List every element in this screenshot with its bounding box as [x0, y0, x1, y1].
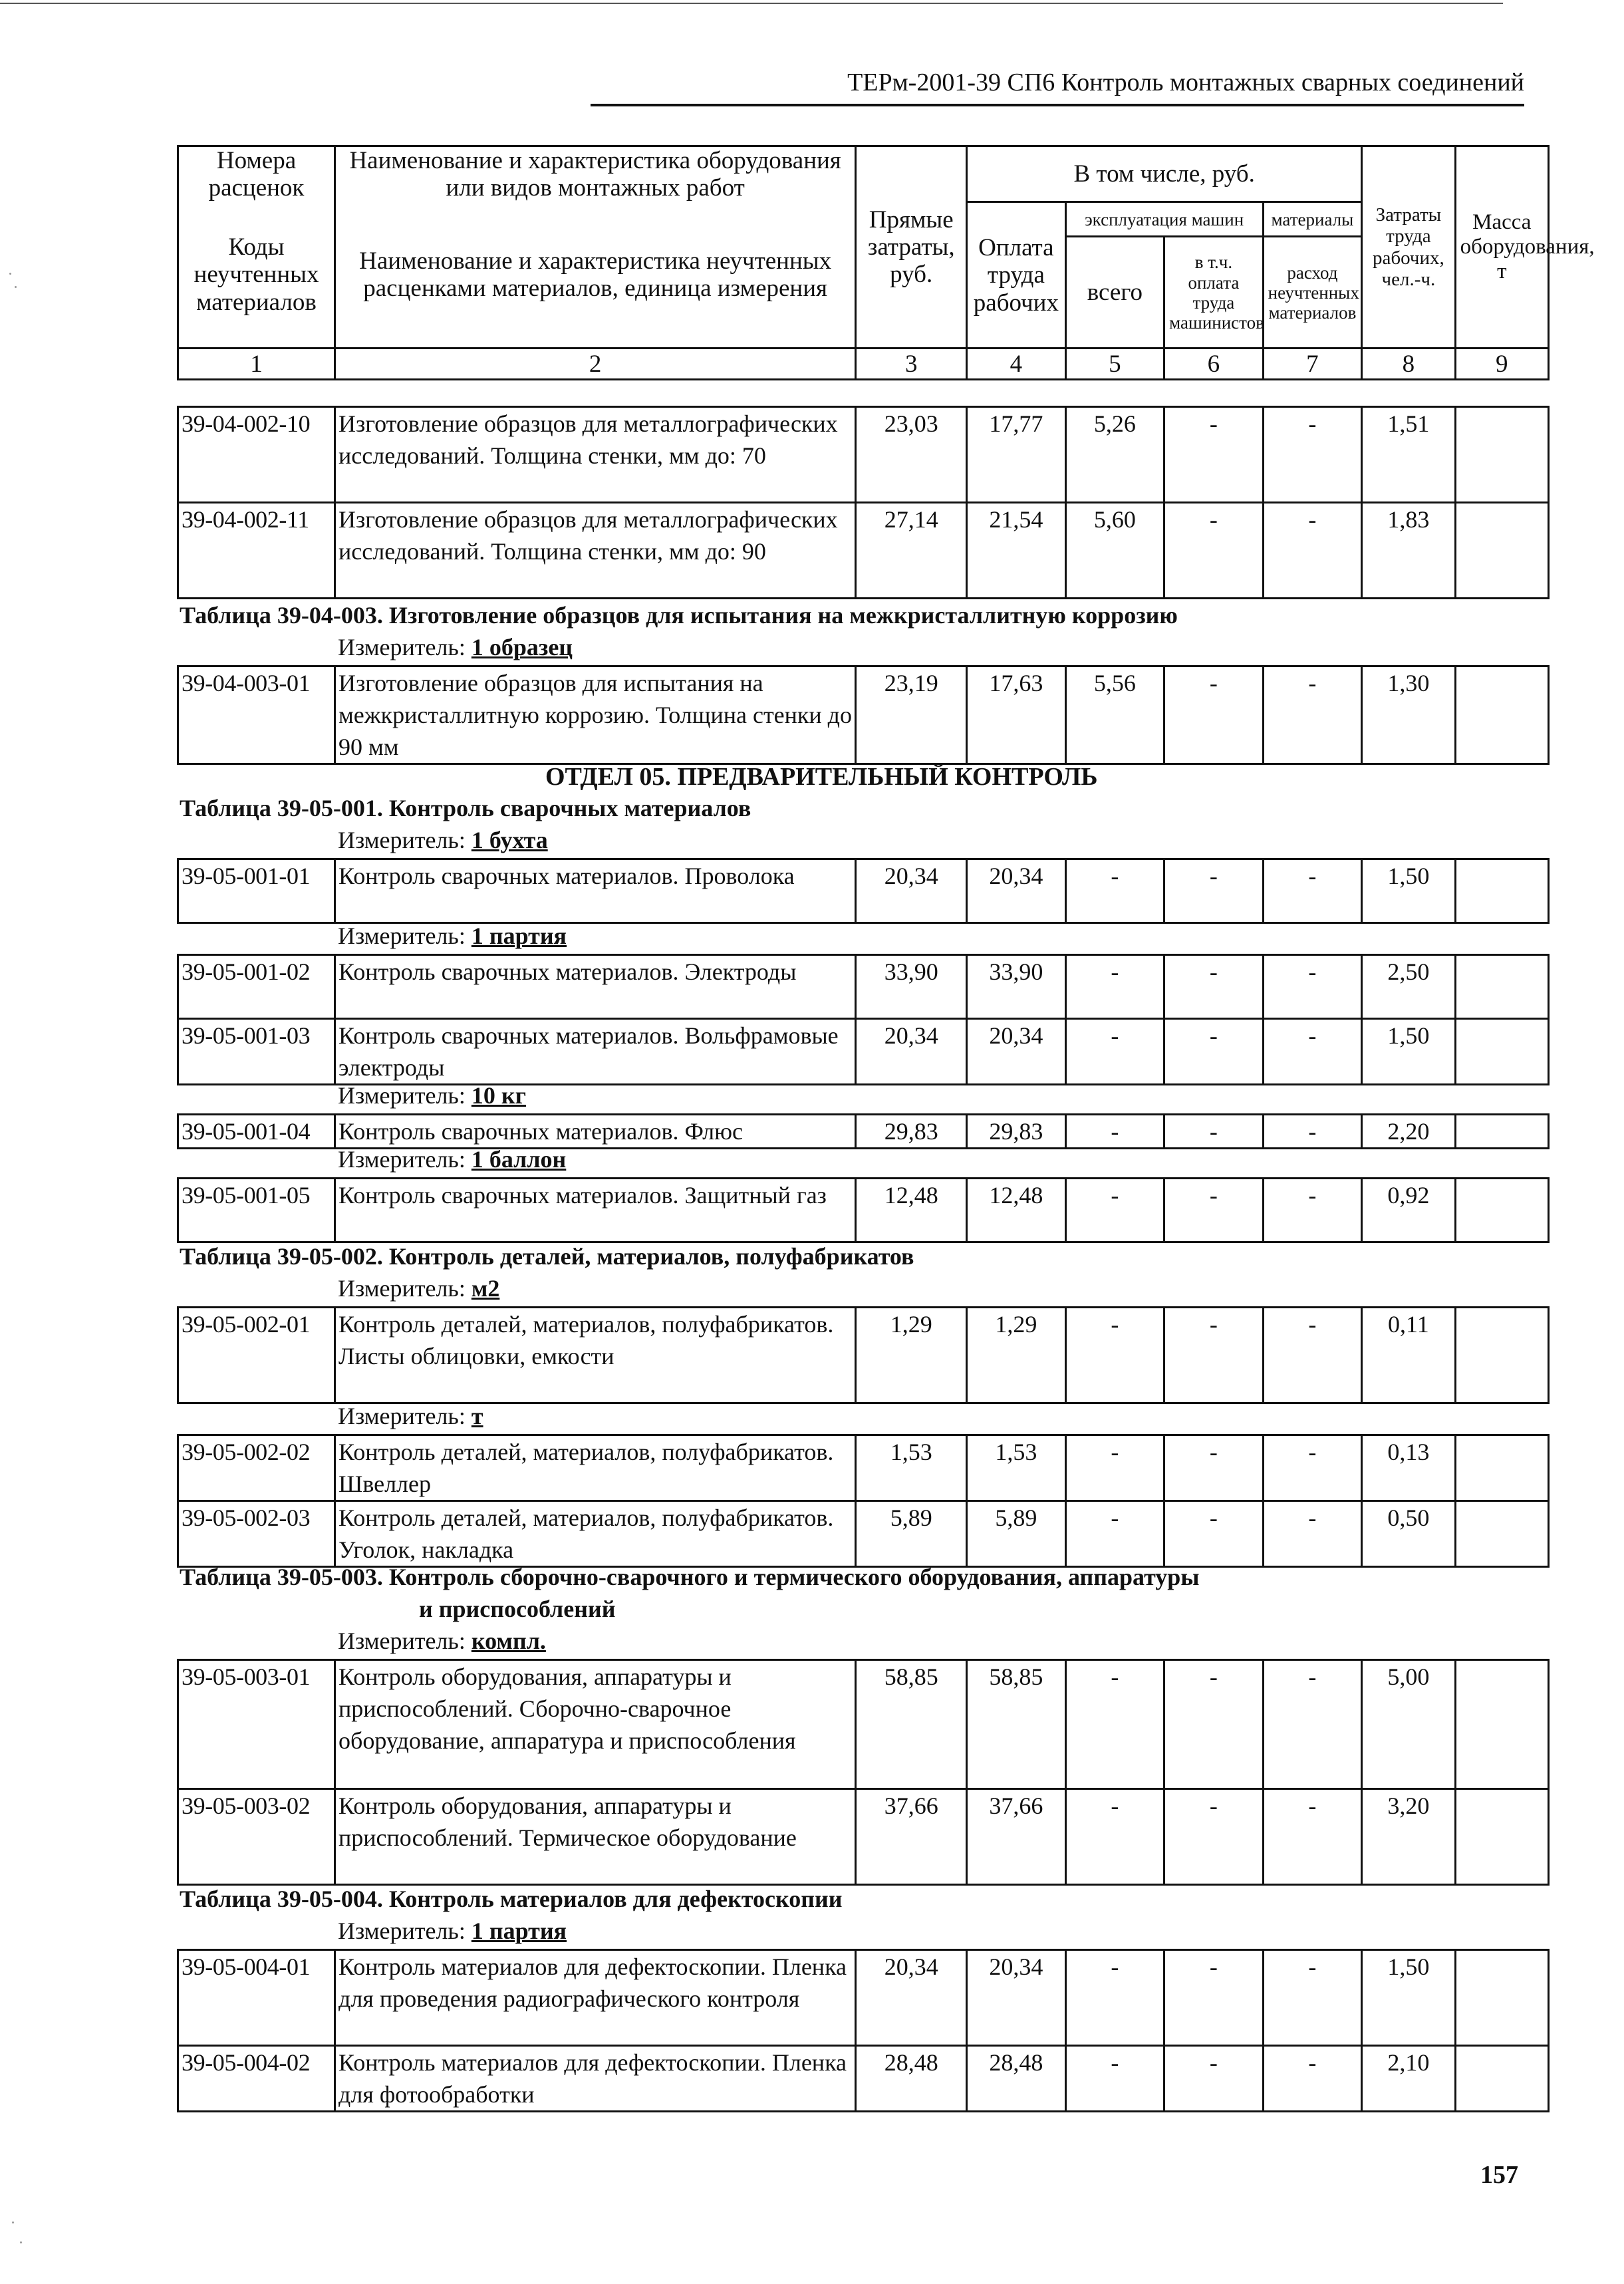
machinist-pay: - [1164, 2046, 1264, 2112]
rates-table-39-05-001-01 [177, 858, 1550, 924]
equipment-mass [1455, 407, 1548, 503]
direct-costs: 1,29 [856, 1308, 967, 1403]
meter-value: 10 кг [471, 1082, 526, 1109]
worker-pay: 20,34 [967, 859, 1066, 923]
worker-pay: 12,48 [967, 1179, 1066, 1242]
column-number: 9 [1455, 349, 1548, 380]
rate-name: Контроль материалов для дефектоскопии. Пленка для фотообработки [335, 2046, 856, 2112]
machinist-pay: - [1164, 1789, 1264, 1885]
meter-value: 1 баллон [471, 1146, 567, 1173]
equipment-mass [1455, 1308, 1548, 1403]
direct-costs: 27,14 [856, 503, 967, 599]
direct-costs: 20,34 [856, 1950, 967, 2046]
rate-name: Контроль оборудования, аппаратуры и приспособлений. Термическое оборудование [335, 1789, 856, 1885]
labor-hours: 5,00 [1362, 1660, 1455, 1789]
table-caption: Таблица 39-05-003. Контроль сборочно-сварочного и термического оборудования, аппаратуры [180, 1564, 1200, 1590]
machinist-pay: - [1164, 666, 1264, 764]
materials: - [1263, 1115, 1362, 1149]
rate-code: 39-05-001-02 [178, 955, 335, 1019]
machines-total: - [1065, 1660, 1164, 1789]
header-labor: Затраты труда рабочих, чел.-ч. [1362, 146, 1455, 349]
rate-name: Контроль сварочных материалов. Проволока [335, 859, 856, 923]
labor-hours: 3,20 [1362, 1789, 1455, 1885]
machines-total: - [1065, 2046, 1164, 2112]
machines-total: 5,26 [1065, 407, 1164, 503]
machinist-pay: - [1164, 407, 1264, 503]
machines-total: 5,60 [1065, 503, 1164, 599]
machinist-pay: - [1164, 859, 1264, 923]
rate-name: Контроль сварочных материалов. Флюс [335, 1115, 856, 1149]
meter-line: Измеритель: 1 баллон [338, 1146, 567, 1173]
materials: - [1263, 407, 1362, 503]
table-row [178, 1179, 1549, 1242]
rates-table-39-05-001-02 [177, 954, 1550, 1085]
table-row [178, 1019, 1549, 1085]
direct-costs: 12,48 [856, 1179, 967, 1242]
direct-costs: 58,85 [856, 1660, 967, 1789]
meter-line: Измеритель: 10 кг [338, 1082, 526, 1109]
table-row [178, 1950, 1549, 2046]
meter-line: Измеритель: 1 бухта [338, 827, 548, 853]
machines-total: 5,56 [1065, 666, 1164, 764]
equipment-mass [1455, 1435, 1548, 1501]
rate-code: 39-05-002-03 [178, 1501, 335, 1567]
materials: - [1263, 1950, 1362, 2046]
machinist-pay: - [1164, 1950, 1264, 2046]
rate-name: Контроль сварочных материалов. Вольфрамовые электроды [335, 1019, 856, 1085]
rate-name: Контроль оборудования, аппаратуры и приспособлений. Сборочно-сварочное оборудование, аппаратура и приспособления [335, 1660, 856, 1789]
rates-table-39-05-001-05 [177, 1177, 1550, 1243]
worker-pay: 5,89 [967, 1501, 1066, 1567]
direct-costs: 29,83 [856, 1115, 967, 1149]
materials: - [1263, 1179, 1362, 1242]
labor-hours: 1,50 [1362, 1019, 1455, 1085]
labor-hours: 2,50 [1362, 955, 1455, 1019]
rate-code: 39-04-002-10 [178, 407, 335, 503]
rate-code: 39-04-002-11 [178, 503, 335, 599]
header-direct-costs: Прямые затраты, руб. [856, 146, 967, 349]
machines-total: - [1065, 1501, 1164, 1567]
machinist-pay: - [1164, 1308, 1264, 1403]
rates-table-39-05-002-02 [177, 1434, 1550, 1568]
direct-costs: 20,34 [856, 859, 967, 923]
rates-table-39-05-003 [177, 1659, 1550, 1886]
column-header-table [177, 145, 1595, 380]
machines-total: - [1065, 955, 1164, 1019]
page-number: 157 [1480, 2161, 1518, 2189]
scan-speck [12, 2221, 14, 2223]
materials: - [1263, 666, 1362, 764]
column-number: 3 [856, 349, 967, 380]
table-row [178, 2046, 1549, 2112]
rate-code: 39-05-002-01 [178, 1308, 335, 1403]
equipment-mass [1455, 2046, 1548, 2112]
header-mass: Масса оборудования, т [1455, 146, 1548, 349]
rate-name: Изготовление образцов для металлографических исследований. Толщина стенки, мм до: 70 [335, 407, 856, 503]
worker-pay: 17,77 [967, 407, 1066, 503]
rate-code: 39-05-001-04 [178, 1115, 335, 1149]
direct-costs: 28,48 [856, 2046, 967, 2112]
scan-speck [15, 286, 17, 288]
rate-code: 39-05-003-01 [178, 1660, 335, 1789]
scan-speck [20, 2241, 22, 2243]
worker-pay: 37,66 [967, 1789, 1066, 1885]
labor-hours: 2,10 [1362, 2046, 1455, 2112]
rates-table-39-05-002-01 [177, 1306, 1550, 1404]
header-name-bottom: Наименование и характеристика неучтенных расценками материалов, единица измерения [335, 202, 856, 349]
labor-hours: 0,92 [1362, 1179, 1455, 1242]
direct-costs: 23,19 [856, 666, 967, 764]
materials: - [1263, 1308, 1362, 1403]
rate-name: Контроль деталей, материалов, полуфабрикатов. Швеллер [335, 1435, 856, 1501]
labor-hours: 1,30 [1362, 666, 1455, 764]
machinist-pay: - [1164, 1115, 1264, 1149]
header-name-top: Наименование и характеристика оборудования или видов монтажных работ [335, 146, 856, 202]
header-code-top: Номера расценок [178, 146, 335, 202]
labor-hours: 1,83 [1362, 503, 1455, 599]
materials: - [1263, 859, 1362, 923]
rate-name: Контроль деталей, материалов, полуфабрикатов. Листы облицовки, емкости [335, 1308, 856, 1403]
rate-code: 39-05-002-02 [178, 1435, 335, 1501]
table-row [178, 1660, 1549, 1789]
equipment-mass [1455, 1660, 1548, 1789]
table-caption: Таблица 39-04-003. Изготовление образцов для испытания на межкристаллитную коррозию [180, 602, 1178, 629]
labor-hours: 0,50 [1362, 1501, 1455, 1567]
labor-hours: 1,50 [1362, 859, 1455, 923]
materials: - [1263, 1660, 1362, 1789]
meter-value: м2 [471, 1275, 500, 1302]
worker-pay: 1,53 [967, 1435, 1066, 1501]
rates-table-39-05-001-04 [177, 1113, 1550, 1149]
table-row [178, 407, 1549, 503]
labor-hours: 0,13 [1362, 1435, 1455, 1501]
direct-costs: 37,66 [856, 1789, 967, 1885]
equipment-mass [1455, 1950, 1548, 2046]
running-header: ТЕРм-2001-39 СП6 Контроль монтажных сварных соединений [847, 69, 1524, 96]
materials: - [1263, 1789, 1362, 1885]
header-including: В том числе, руб. [967, 146, 1362, 202]
rates-table-39-04-002 [177, 406, 1550, 599]
rate-code: 39-05-001-05 [178, 1179, 335, 1242]
meter-line: Измеритель: 1 образец [338, 634, 573, 660]
meter-value: 1 бухта [471, 827, 548, 853]
machines-total: - [1065, 1950, 1164, 2046]
machinist-pay: - [1164, 1435, 1264, 1501]
table-row [178, 1308, 1549, 1403]
table-caption-continued: и приспособлений [419, 1596, 616, 1622]
header-code-bottom: Коды неучтенных материалов [178, 202, 335, 349]
equipment-mass [1455, 1789, 1548, 1885]
column-number: 7 [1263, 349, 1362, 380]
machines-total: - [1065, 1179, 1164, 1242]
equipment-mass [1455, 955, 1548, 1019]
machinist-pay: - [1164, 1179, 1264, 1242]
materials: - [1263, 1019, 1362, 1085]
equipment-mass [1455, 1179, 1548, 1242]
rate-code: 39-04-003-01 [178, 666, 335, 764]
meter-line: Измеритель: т [338, 1403, 483, 1429]
rate-code: 39-05-001-01 [178, 859, 335, 923]
header-rule [591, 104, 1524, 106]
rate-code: 39-05-001-03 [178, 1019, 335, 1085]
meter-value: т [471, 1403, 483, 1429]
machinist-pay: - [1164, 955, 1264, 1019]
header-machines-all: всего [1065, 237, 1164, 349]
worker-pay: 29,83 [967, 1115, 1066, 1149]
equipment-mass [1455, 1019, 1548, 1085]
table-row [178, 503, 1549, 599]
worker-pay: 58,85 [967, 1660, 1066, 1789]
meter-line: Измеритель: 1 партия [338, 1918, 567, 1944]
rate-name: Контроль сварочных материалов. Электроды [335, 955, 856, 1019]
rate-code: 39-05-003-02 [178, 1789, 335, 1885]
table-row [178, 1435, 1549, 1501]
materials: - [1263, 1435, 1362, 1501]
column-number: 1 [178, 349, 335, 380]
header-machines: эксплуатация машин [1065, 202, 1263, 237]
header-materials: материалы [1263, 202, 1362, 237]
direct-costs: 5,89 [856, 1501, 967, 1567]
table-caption: Таблица 39-05-002. Контроль деталей, материалов, полуфабрикатов [180, 1243, 914, 1270]
materials: - [1263, 2046, 1362, 2112]
meter-value: 1 образец [471, 634, 573, 660]
machines-total: - [1065, 1115, 1164, 1149]
meter-line: Измеритель: м2 [338, 1275, 500, 1302]
worker-pay: 28,48 [967, 2046, 1066, 2112]
machinist-pay: - [1164, 503, 1264, 599]
rate-name: Контроль материалов для дефектоскопии. Пленка для проведения радиографического контроля [335, 1950, 856, 2046]
equipment-mass [1455, 1115, 1548, 1149]
direct-costs: 1,53 [856, 1435, 967, 1501]
table-row [178, 1501, 1549, 1567]
materials: - [1263, 1501, 1362, 1567]
table-row [178, 1789, 1549, 1885]
equipment-mass [1455, 859, 1548, 923]
table-row [178, 666, 1549, 764]
machines-total: - [1065, 1019, 1164, 1085]
rate-name: Изготовление образцов для металлографических исследований. Толщина стенки, мм до: 90 [335, 503, 856, 599]
section-title: ОТДЕЛ 05. ПРЕДВАРИТЕЛЬНЫЙ КОНТРОЛЬ [545, 763, 1098, 791]
meter-value: компл. [471, 1628, 546, 1654]
machines-total: - [1065, 1435, 1164, 1501]
rate-code: 39-05-004-01 [178, 1950, 335, 2046]
machinist-pay: - [1164, 1660, 1264, 1789]
meter-value: 1 партия [471, 923, 567, 949]
table-row [178, 859, 1549, 923]
rate-name: Контроль деталей, материалов, полуфабрикатов. Уголок, накладка [335, 1501, 856, 1567]
labor-hours: 0,11 [1362, 1308, 1455, 1403]
column-number: 4 [967, 349, 1066, 380]
worker-pay: 20,34 [967, 1950, 1066, 2046]
column-number: 5 [1065, 349, 1164, 380]
column-number: 8 [1362, 349, 1455, 380]
meter-line: Измеритель: компл. [338, 1628, 546, 1654]
equipment-mass [1455, 1501, 1548, 1567]
direct-costs: 33,90 [856, 955, 967, 1019]
table-row [178, 1115, 1549, 1149]
meter-line: Измеритель: 1 партия [338, 923, 567, 949]
top-edge-line [0, 3, 1503, 4]
labor-hours: 1,51 [1362, 407, 1455, 503]
meter-value: 1 партия [471, 1918, 567, 1944]
table-row [178, 955, 1549, 1019]
labor-hours: 2,20 [1362, 1115, 1455, 1149]
machinist-pay: - [1164, 1019, 1264, 1085]
equipment-mass [1455, 666, 1548, 764]
materials: - [1263, 503, 1362, 599]
worker-pay: 1,29 [967, 1308, 1066, 1403]
table-caption: Таблица 39-05-004. Контроль материалов для дефектоскопии [180, 1886, 843, 1912]
column-number: 6 [1164, 349, 1264, 380]
column-number: 2 [335, 349, 856, 380]
rate-name: Контроль сварочных материалов. Защитный газ [335, 1179, 856, 1242]
worker-pay: 20,34 [967, 1019, 1066, 1085]
table-caption: Таблица 39-05-001. Контроль сварочных материалов [180, 795, 751, 821]
materials: - [1263, 955, 1362, 1019]
scan-speck [9, 273, 11, 275]
direct-costs: 23,03 [856, 407, 967, 503]
worker-pay: 21,54 [967, 503, 1066, 599]
labor-hours: 1,50 [1362, 1950, 1455, 2046]
worker-pay: 33,90 [967, 955, 1066, 1019]
header-machinist-pay: в т.ч. оплата труда машинистов [1164, 237, 1264, 349]
direct-costs: 20,34 [856, 1019, 967, 1085]
rate-code: 39-05-004-02 [178, 2046, 335, 2112]
machinist-pay: - [1164, 1501, 1264, 1567]
equipment-mass [1455, 503, 1548, 599]
machines-total: - [1065, 1789, 1164, 1885]
header-materials-usage: расход неучтенных материалов [1263, 237, 1362, 349]
header-pay: Оплата труда рабочих [967, 202, 1066, 349]
rate-name: Изготовление образцов для испытания на межкристаллитную коррозию. Толщина стенки до 90 мм [335, 666, 856, 764]
rates-table-39-05-004 [177, 1949, 1550, 2112]
machines-total: - [1065, 859, 1164, 923]
rates-table-39-04-003 [177, 665, 1550, 765]
machines-total: - [1065, 1308, 1164, 1403]
worker-pay: 17,63 [967, 666, 1066, 764]
